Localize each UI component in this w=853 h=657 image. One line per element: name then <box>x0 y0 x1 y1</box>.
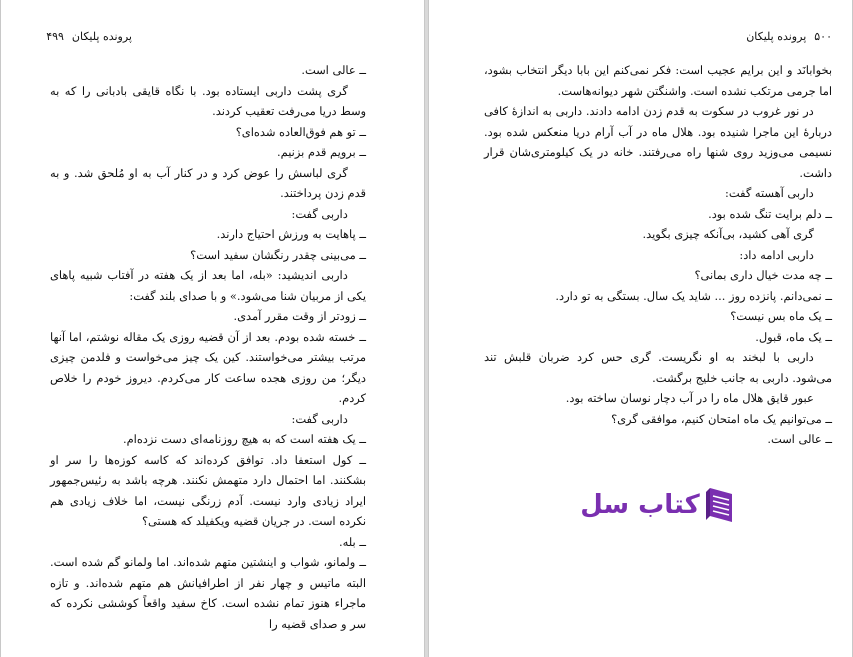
paragraph: ــ چه مدت خیال داری بمانی؟ <box>694 268 832 282</box>
watermark-text: کتاب سل <box>580 490 700 520</box>
paragraph: ــ خسته شده بودم. بعد از آن قضیه روزی یک مقاله نوشتم، اما آنها مرتب بیشتر می‌خواستند. کین یک چیز می‌خواست و فلدمن چیزی دیگر؛ من روزی هجده ساعت کار می‌کردم. دیروز خودم را خلاص کردم. <box>50 329 366 405</box>
paragraph: در نور غروب در سکوت به قدم زدن ادامه دادند. داربی به اندازهٔ کافی دربارهٔ این ماجرا شنیده بود. هلال ماه در آب آرام دریا منعکس شده بود. نسیمی می‌وزید روی شنها راه می‌رفتند. خانه در یک کیلومتری‌شان قرار داشت. <box>484 104 832 180</box>
left-page <box>0 0 425 657</box>
right-page <box>428 0 853 657</box>
paragraph: ــ عالی است. <box>301 63 366 77</box>
paragraph: داربی با لبخند به او نگریست. گری حس کرد ضربان قلبش تند می‌شود. داربی به جانب خلیج برگشت. <box>484 350 832 385</box>
left-page-number: ۴۹۹ <box>46 30 64 43</box>
paragraph: گری آهی کشید، بی‌آنکه چیزی بگوید. <box>642 227 814 241</box>
paragraph: ــ می‌بینی چقدر رنگشان سفید است؟ <box>190 247 366 262</box>
right-running-title: پرونده پلیکان <box>746 30 807 43</box>
paragraph: داربی گفت: <box>291 411 348 426</box>
paragraph: ــ عالی است. <box>767 432 832 446</box>
paragraph: عبور قایق هلال ماه را در آب دچار نوسان ساخته بود. <box>565 391 814 405</box>
right-page-body <box>484 60 832 450</box>
paragraph: ــ بله. <box>339 534 366 549</box>
right-page-number: ۵۰۰ <box>814 30 832 43</box>
paragraph: ــ می‌توانیم یک ماه امتحان کنیم، موافقی گری؟ <box>611 411 832 426</box>
paragraph: ــ یک ماه بس نیست؟ <box>730 309 832 323</box>
paragraph: ــ کول استعفا داد. توافق کرده‌اند که کاسه کوزه‌ها را سر او بشکنند. اما احتمال دارد متهمش نکنند. هرچه باشد به رئیس‌جمهور ایراد زیادی وارد نیست. آدم زرنگی نیست، اما خلاف زیادی هم نکرده است. در جریان قضیه ویکفیلد که هستی؟ <box>50 452 366 528</box>
paragraph: داربی اندیشید: «بله، اما بعد از یک هفته در آفتاب شبیه پاهای یکی از مربیان شنا می‌شود.» و با صدای بلند گفت: <box>50 268 366 303</box>
left-page-header <box>46 30 132 43</box>
paragraph: ــ تو هم فوق‌العاده شده‌ای؟ <box>235 124 366 139</box>
paragraph: داربی گفت: <box>291 206 348 221</box>
paragraph: داربی ادامه داد: <box>739 247 814 262</box>
right-page-header <box>746 30 832 43</box>
paragraph: ــ پاهایت به ورزش احتیاج دارند. <box>216 227 366 241</box>
left-running-title: پرونده پلیکان <box>71 30 132 43</box>
paragraph: بخوابانَد و این برایم عجیب است: فکر نمی‌کنم این بابا دیگر انتخاب بشود، اما جرمی مرتکب نشده است. واشنگتن شهر دیوانه‌هاست. <box>484 63 832 98</box>
paragraph: گری پشت داربی ایستاده بود. با نگاه قایقی بادبانی را که به وسط دریا می‌رفت تعقیب کردند. <box>50 83 366 118</box>
paragraph: ــ زودتر از وقت مقرر آمدی. <box>233 309 366 323</box>
paragraph: ــ دلم برایت تنگ شده بود. <box>708 206 832 221</box>
paragraph: ــ یک هفته است که به هیچ روزنامه‌ای دست نزده‌ام. <box>122 432 366 446</box>
paragraph: داربی آهسته گفت: <box>725 186 814 200</box>
paragraph: ــ برویم قدم بزنیم. <box>277 145 366 159</box>
paragraph: ــ نمی‌دانم. پانزده روز ... شاید یک سال. بستگی به تو دارد. <box>555 288 832 303</box>
paragraph: گری لباسش را عوض کرد و در کنار آب به او مُلحق شد. و به قدم زدن پرداختند. <box>50 165 366 200</box>
watermark-logo <box>579 484 739 526</box>
paragraph: ــ ولمانو، شواب و اینشتین متهم شده‌اند. اما ولمانو گم شده است. البته ماتیس و چهار نفر از اطرافیانش هم متهم شده‌اند. و تازه ماجراء هنوز تمام نشده است. کاخ سفید واقعاً کوششی نکرده که سر و صدای قضیه را <box>50 555 366 631</box>
paragraph: ــ یک ماه، قبول. <box>755 329 832 344</box>
left-page-body <box>50 60 366 634</box>
book-stack-icon <box>704 486 738 524</box>
